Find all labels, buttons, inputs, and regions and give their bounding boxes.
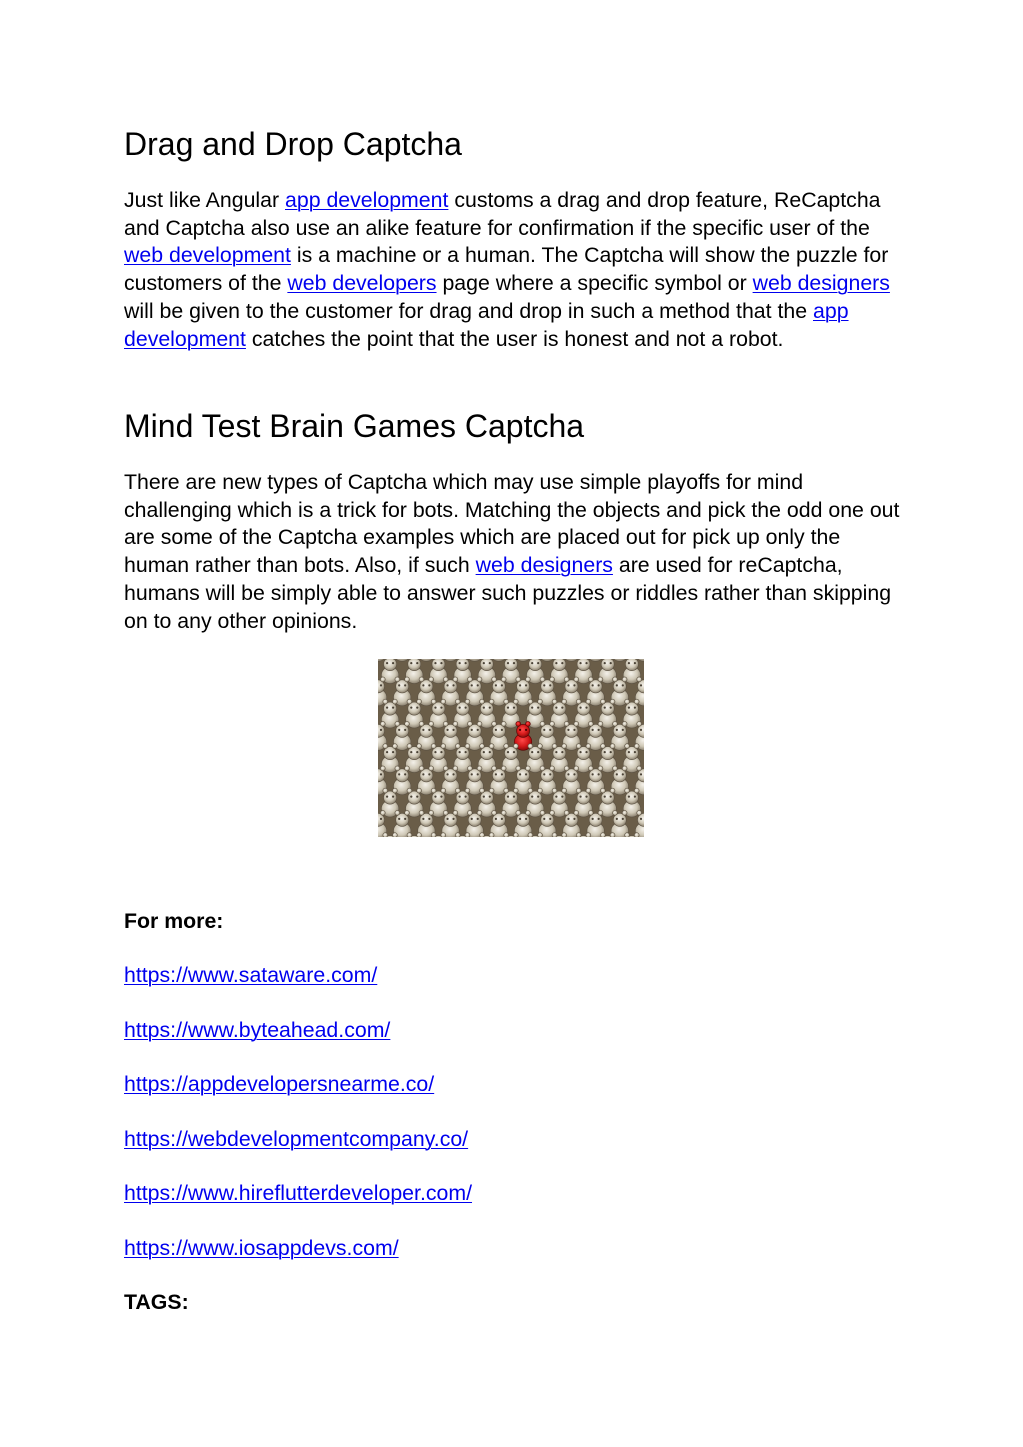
paragraph-text: customs a drag and drop feature, ReCaptcha and Captcha also use an alike feature for confirmation if the specific user of the: [124, 188, 881, 240]
paragraph-mind-test: [124, 469, 904, 635]
paragraph-text: is a machine or a human. The Captcha will show the puzzle for customers of the: [124, 243, 889, 296]
paragraph-drag-and-drop: [124, 187, 904, 353]
gummy-bears-illustration: [378, 659, 644, 837]
ref-link-byteahead[interactable]: https://www.byteahead.com/: [124, 1018, 391, 1042]
tags-label: TAGS:: [124, 1290, 189, 1314]
link-web-designers-2[interactable]: web designers: [475, 553, 613, 578]
link-app-development[interactable]: app development: [285, 188, 449, 212]
ref-link-iosappdevs[interactable]: https://www.iosappdevs.com/: [124, 1236, 399, 1260]
paragraph-text: page where a specific symbol or: [436, 271, 753, 296]
ref-link-sataware[interactable]: https://www.sataware.com/: [124, 963, 378, 987]
paragraph-text: catches the point that the user is honest and not a robot.: [245, 326, 784, 351]
heading-mind-test-brain-games-captcha: Mind Test Brain Games Captcha: [124, 408, 585, 444]
paragraph-text: will be given to the customer for drag and drop in such a method that the: [124, 298, 813, 323]
link-app-development-2[interactable]: app development: [124, 298, 849, 351]
ref-link-hireflutterdeveloper[interactable]: https://www.hireflutterdeveloper.com/: [124, 1181, 473, 1205]
ref-link-appdevelopersnearme[interactable]: https://appdevelopersnearme.co/: [124, 1072, 435, 1096]
ref-link-webdevelopmentcompany[interactable]: https://webdevelopmentcompany.co/: [124, 1127, 469, 1151]
link-web-development[interactable]: web development: [124, 243, 291, 268]
paragraph-text: Just like Angular: [124, 188, 285, 212]
heading-drag-and-drop-captcha: Drag and Drop Captcha: [124, 126, 462, 162]
for-more-label: For more:: [124, 909, 224, 933]
link-web-developers[interactable]: web developers: [287, 271, 437, 296]
paragraph-text: There are new types of Captcha which may use simple playoffs for mind challenging which is a trick for bots. Matching the objects and pick the odd one out are some of the Captcha examples which are placed out for pick up only the human rather than bots. Also, if such: [124, 470, 900, 578]
gummy-bears-odd-one-out-image: [378, 659, 644, 837]
paragraph-text: are used for reCaptcha, humans will be simply able to answer such puzzles or riddles rather than skipping on to any other opinions.: [124, 553, 892, 633]
link-web-designers[interactable]: web designers: [752, 271, 890, 296]
